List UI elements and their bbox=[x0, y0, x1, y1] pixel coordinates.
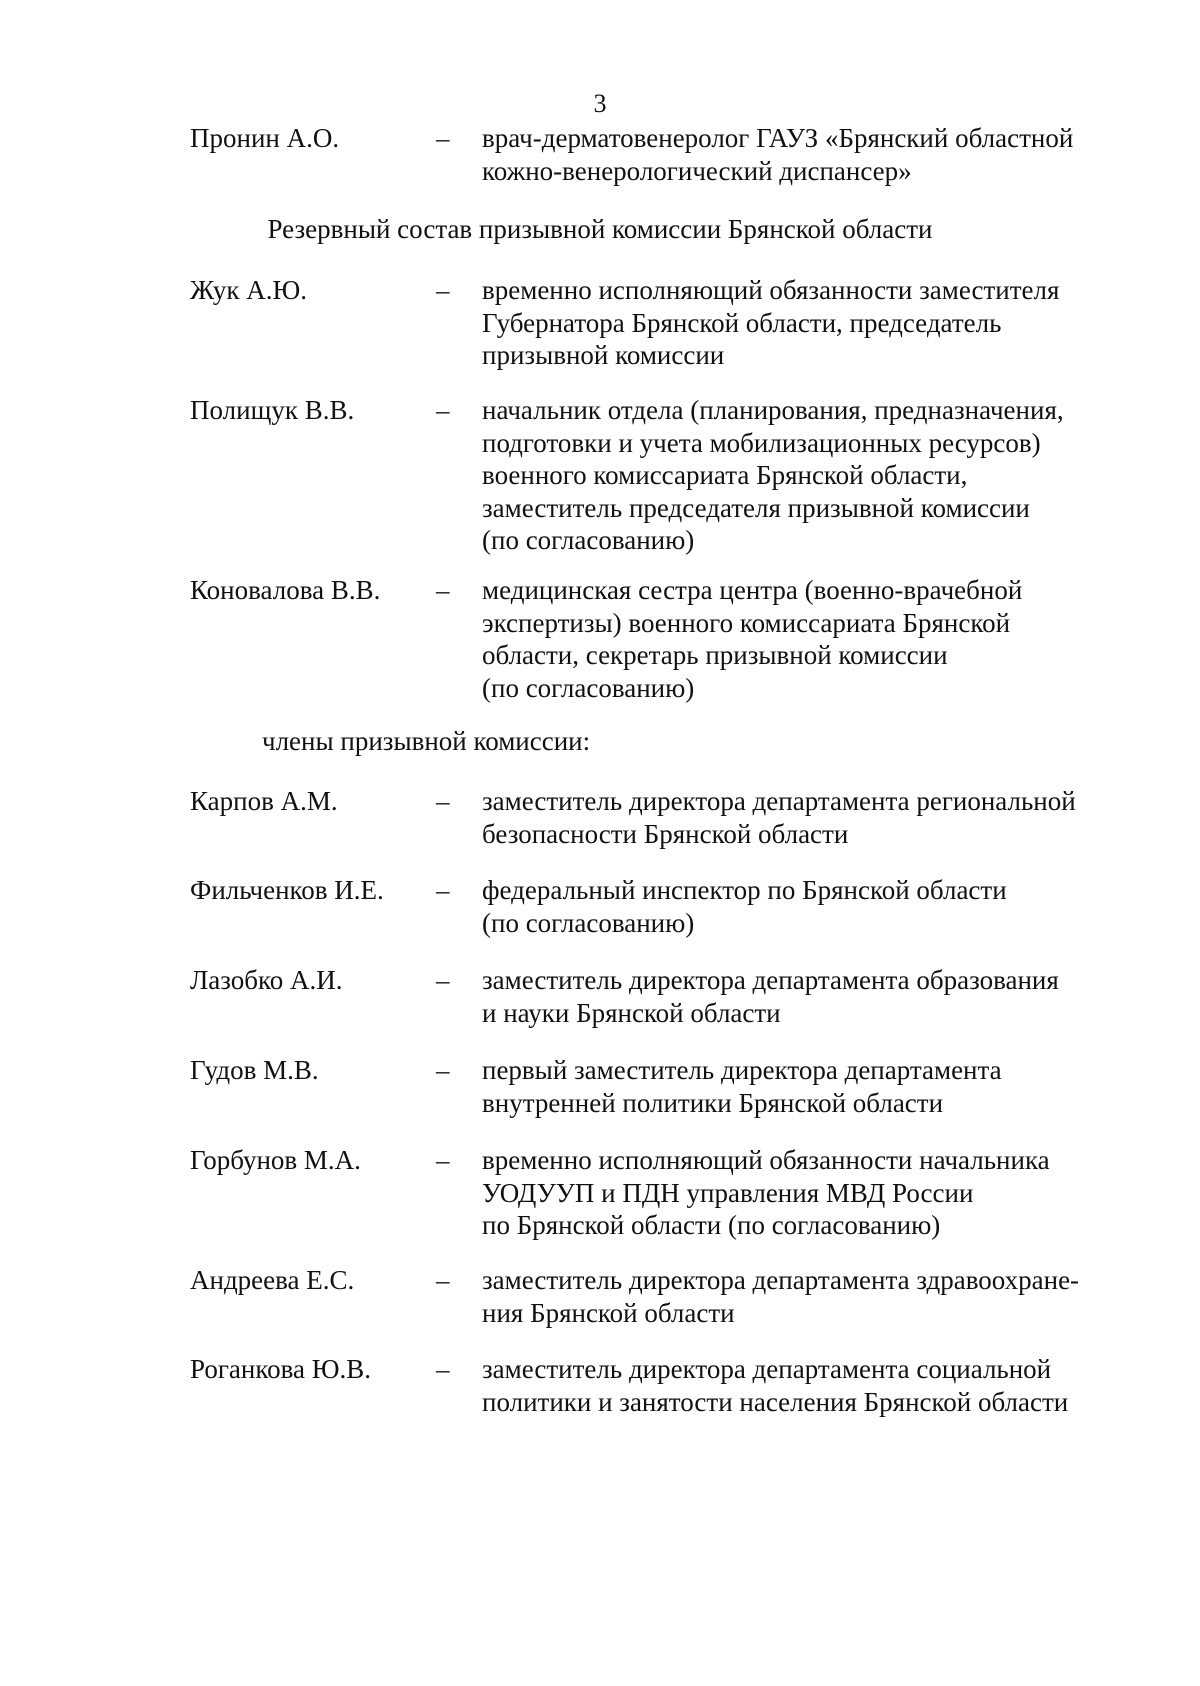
member-position bbox=[482, 785, 1132, 850]
position-line: (по согласованию) bbox=[482, 672, 695, 703]
position-line: первый заместитель директора департамента bbox=[482, 1055, 1002, 1085]
member-name: Горбунов М.А. bbox=[190, 1145, 361, 1175]
position-line: области, секретарь призывной комиссии bbox=[482, 640, 948, 670]
position-line: врач-дерматовенеролог ГАУЗ «Брянский областной bbox=[482, 123, 1074, 153]
position-line: по Брянской области (по согласованию) bbox=[482, 1210, 941, 1240]
dash-separator: – bbox=[436, 123, 450, 153]
member-position bbox=[482, 274, 1132, 372]
member-name: Полищук В.В. bbox=[190, 395, 355, 425]
dash-separator: – bbox=[436, 575, 450, 605]
dash-separator: – bbox=[436, 1265, 450, 1295]
member-name: Лазобко А.И. bbox=[190, 965, 343, 995]
dash-separator: – bbox=[436, 786, 450, 816]
position-line: заместитель директора департамента здравоохране- bbox=[482, 1265, 1080, 1295]
position-line: временно исполняющий обязанности начальника bbox=[482, 1145, 1050, 1175]
member-position bbox=[482, 1054, 1132, 1119]
dash-separator: – bbox=[436, 965, 450, 995]
position-line: заместитель директора департамента образования bbox=[482, 965, 1059, 995]
position-line: временно исполняющий обязанности заместителя bbox=[482, 275, 1060, 305]
member-position bbox=[482, 394, 1132, 557]
dash-separator: – bbox=[436, 275, 450, 305]
position-line: заместитель директора департамента региональной bbox=[482, 786, 1076, 816]
member-name: Роганкова Ю.В. bbox=[190, 1354, 371, 1384]
reserve-heading: Резервный состав призывной комиссии Брянской области bbox=[267, 214, 933, 244]
position-line: безопасности Брянской области bbox=[482, 818, 849, 849]
position-line: Губернатора Брянской области, председатель bbox=[482, 307, 1002, 338]
member-name: Гудов М.В. bbox=[190, 1055, 319, 1085]
member-position bbox=[482, 874, 1132, 939]
page-number: 3 bbox=[593, 89, 607, 118]
member-position bbox=[482, 1353, 1132, 1418]
member-position bbox=[482, 574, 1132, 704]
position-line: ния Брянской области bbox=[482, 1297, 735, 1328]
dash-separator: – bbox=[436, 875, 450, 905]
position-line: политики и занятости населения Брянской области bbox=[482, 1386, 1069, 1417]
dash-separator: – bbox=[436, 1354, 450, 1384]
member-position bbox=[482, 1264, 1132, 1329]
position-line: медицинская сестра центра (военно-врачебной bbox=[482, 575, 1023, 605]
dash-separator: – bbox=[436, 395, 450, 425]
position-line: заместитель председателя призывной комиссии bbox=[482, 492, 1030, 523]
position-line: УОДУУП и ПДН управления МВД России bbox=[482, 1177, 974, 1208]
position-line: кожно-венерологический диспансер» bbox=[482, 155, 912, 186]
position-line: экспертизы) военного комиссариата Брянской bbox=[482, 607, 1011, 638]
position-line: заместитель директора департамента социальной bbox=[482, 1354, 1052, 1384]
dash-separator: – bbox=[436, 1145, 450, 1175]
position-line: подготовки и учета мобилизационных ресурсов) bbox=[482, 427, 1041, 458]
member-name: Жук А.Ю. bbox=[190, 275, 307, 305]
member-name: Коновалова В.В. bbox=[190, 575, 381, 605]
position-line: военного комиссариата Брянской области, bbox=[482, 460, 968, 490]
member-position bbox=[482, 964, 1132, 1029]
member-position bbox=[482, 1144, 1132, 1242]
member-position bbox=[482, 122, 1132, 187]
position-line: федеральный инспектор по Брянской области bbox=[482, 875, 1007, 905]
members-heading: члены призывной комиссии: bbox=[262, 726, 591, 756]
position-line: внутренней политики Брянской области bbox=[482, 1087, 944, 1118]
member-name: Пронин А.О. bbox=[190, 123, 340, 153]
position-line: и науки Брянской области bbox=[482, 997, 781, 1028]
member-name: Андреева Е.С. bbox=[190, 1265, 355, 1295]
position-line: (по согласованию) bbox=[482, 525, 695, 555]
member-name: Карпов А.М. bbox=[190, 786, 338, 816]
position-line: (по согласованию) bbox=[482, 907, 695, 938]
position-line: призывной комиссии bbox=[482, 340, 725, 370]
dash-separator: – bbox=[436, 1055, 450, 1085]
member-name: Фильченков И.Е. bbox=[190, 875, 384, 905]
position-line: начальник отдела (планирования, предназначения, bbox=[482, 395, 1064, 425]
